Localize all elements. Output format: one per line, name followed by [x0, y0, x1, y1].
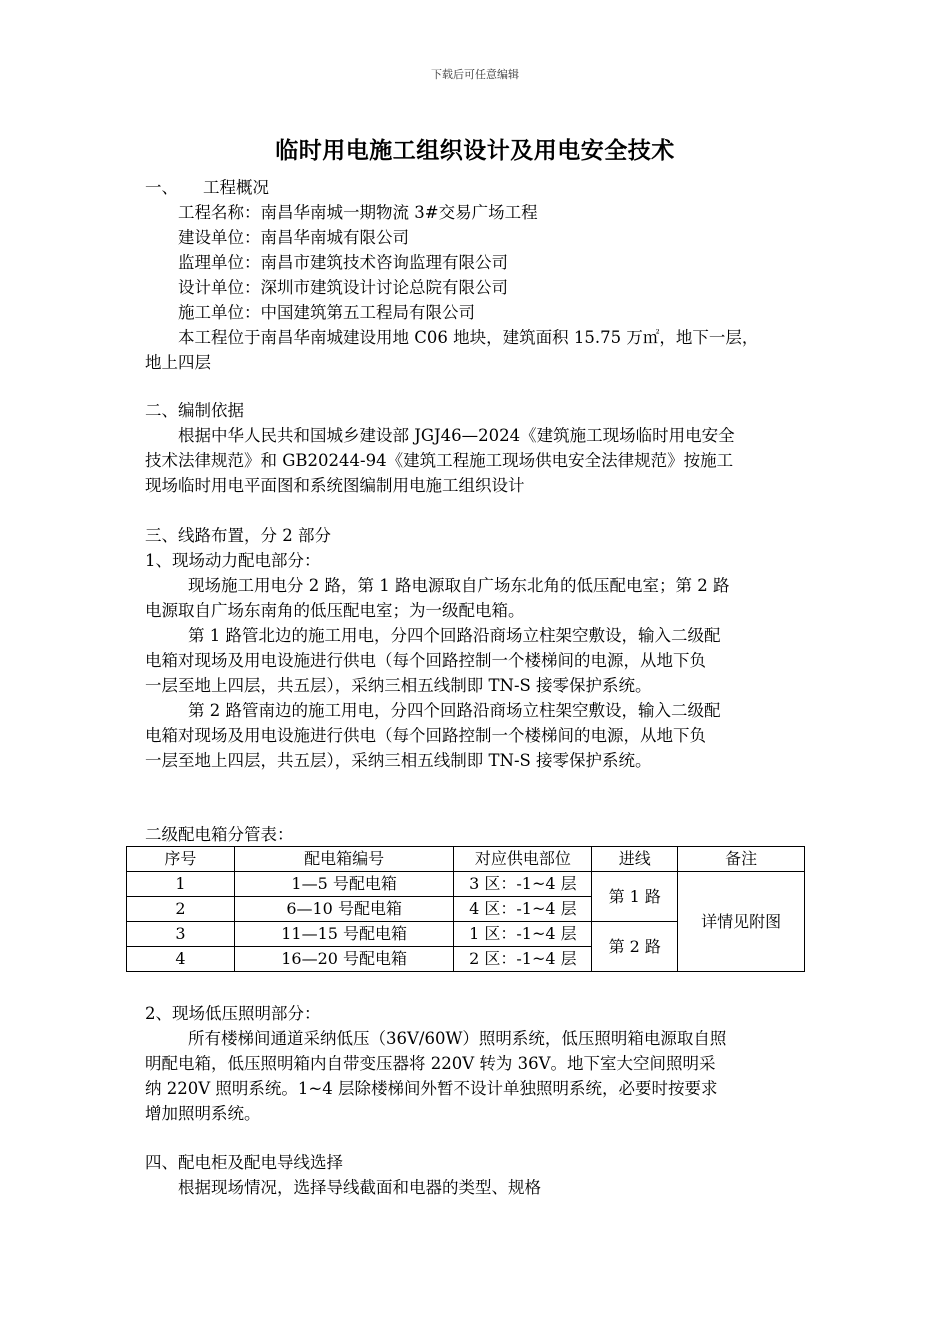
power-para-2-line-2: 电箱对现场及用电设施进行供电（每个回路控制一个楼梯间的电源，从地下负 [145, 651, 706, 670]
section-1-number: 一、 [145, 178, 178, 197]
cell-remark: 详情见附图 [678, 872, 805, 972]
owner-line: 建设单位：南昌华南城有限公司 [178, 228, 409, 247]
basis-line-2: 技术法律规范》和 GB20244-94《建筑工程施工现场供电安全法律规范》按施工 [145, 451, 734, 470]
section-3-heading: 三、线路布置，分 2 部分 [145, 526, 331, 545]
section-1-title: 工程概况 [203, 178, 269, 197]
cell-box: 16—20 号配电箱 [234, 947, 454, 972]
designer-line: 设计单位：深圳市建筑设计讨论总院有限公司 [178, 278, 508, 297]
power-para-3-line-1: 第 2 路管南边的施工用电，分四个回路沿商场立柱架空敷设，输入二级配 [188, 701, 721, 720]
contractor-line: 施工单位：中国建筑第五工程局有限公司 [178, 303, 475, 322]
lighting-line-2: 明配电箱，低压照明箱内自带变压器将 220V 转为 36V。地下室大空间照明采 [145, 1054, 716, 1073]
supervisor-line: 监理单位：南昌市建筑技术咨询监理有限公司 [178, 253, 508, 272]
section-4-heading: 四、配电柜及配电导线选择 [145, 1153, 343, 1172]
cell-area: 1 区：-1~4 层 [454, 922, 592, 947]
cell-area: 3 区：-1~4 层 [454, 872, 592, 897]
header-area: 对应供电部位 [454, 847, 592, 872]
lighting-line-3: 纳 220V 照明系统。1~4 层除楼梯间外暂不设计单独照明系统，必要时按要求 [145, 1079, 718, 1098]
section-1-heading [145, 175, 815, 200]
basis-line-1: 根据中华人民共和国城乡建设部 JGJ46—2024《建筑施工现场临时用电安全 [178, 426, 735, 445]
table-row [127, 872, 805, 897]
power-para-3-line-2: 电箱对现场及用电设施进行供电（每个回路控制一个楼梯间的电源，从地下负 [145, 726, 706, 745]
document-title: 临时用电施工组织设计及用电安全技术 [275, 137, 675, 164]
power-para-2-line-1: 第 1 路管北边的施工用电，分四个回路沿商场立柱架空敷设，输入二级配 [188, 626, 721, 645]
header-box: 配电箱编号 [234, 847, 454, 872]
lighting-line-4: 增加照明系统。 [145, 1104, 261, 1123]
distribution-box-table [126, 846, 805, 972]
cell-no: 1 [127, 872, 235, 897]
cell-box: 11—15 号配电箱 [234, 922, 454, 947]
header-remark: 备注 [678, 847, 805, 872]
power-para-1-line-1: 现场施工用电分 2 路，第 1 路电源取自广场东北角的低压配电室；第 2 路 [188, 576, 730, 595]
cell-box: 6—10 号配电箱 [234, 897, 454, 922]
project-location-line: 本工程位于南昌华南城建设用地 C06 地块，建筑面积 15.75 万㎡，地下一层， [178, 328, 759, 347]
project-location-line-cont: 地上四层 [145, 353, 211, 372]
subsection-power: 1、现场动力配电部分： [145, 551, 321, 570]
cell-no: 4 [127, 947, 235, 972]
header-feed: 进线 [592, 847, 678, 872]
section-2-heading: 二、编制依据 [145, 401, 244, 420]
cell-box: 1—5 号配电箱 [234, 872, 454, 897]
table-caption: 二级配电箱分管表： [145, 825, 294, 844]
header-note: 下载后可任意编辑 [431, 68, 519, 81]
lighting-line-1: 所有楼梯间通道采纳低压（36V/60W）照明系统，低压照明箱电源取自照 [188, 1029, 727, 1048]
cell-feed-2: 第 2 路 [592, 922, 678, 972]
subsection-lighting: 2、现场低压照明部分： [145, 1004, 321, 1023]
power-para-1-line-2: 电源取自广场东南角的低压配电室；为一级配电箱。 [145, 601, 525, 620]
header-no: 序号 [127, 847, 235, 872]
power-para-3-line-3: 一层至地上四层，共五层），采纳三相五线制即 TN-S 接零保护系统。 [145, 751, 652, 770]
cell-area: 4 区：-1~4 层 [454, 897, 592, 922]
project-name-line: 工程名称：南昌华南城一期物流 3#交易广场工程 [178, 203, 538, 222]
basis-line-3: 现场临时用电平面图和系统图编制用电施工组织设计 [145, 476, 525, 495]
cell-no: 3 [127, 922, 235, 947]
section-4-line: 根据现场情况，选择导线截面和电器的类型、规格 [178, 1178, 541, 1197]
cell-area: 2 区：-1~4 层 [454, 947, 592, 972]
table-header-row [127, 847, 805, 872]
power-para-2-line-3: 一层至地上四层，共五层），采纳三相五线制即 TN-S 接零保护系统。 [145, 676, 652, 695]
cell-feed-1: 第 1 路 [592, 872, 678, 922]
cell-no: 2 [127, 897, 235, 922]
